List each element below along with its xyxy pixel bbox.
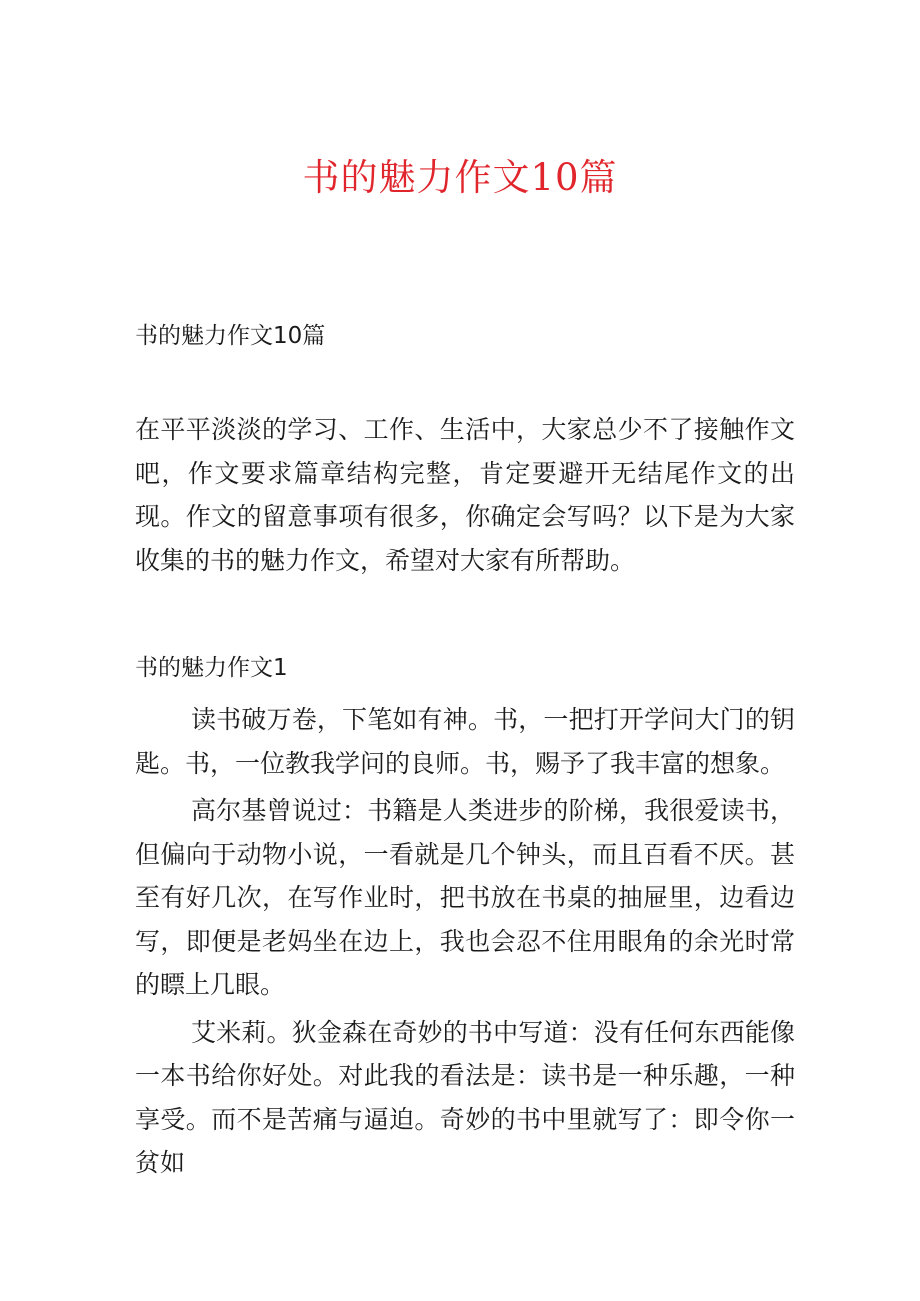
essay-paragraph-2: 高尔基曾说过：书籍是人类进步的阶梯，我很爱读书，但偏向于动物小说，一看就是几个钟头，而且百看不厌。甚至有好几次，在写作业时，把书放在书桌的抽屉里，边看边写，即便是老妈坐在边上，我也会忍不住用眼角的余光时常的瞟上几眼。 xyxy=(135,796,795,999)
essay-body xyxy=(135,698,795,1189)
essay-heading: 书的魅力作文1 xyxy=(135,655,288,681)
document-subtitle: 书的魅力作文10篇 xyxy=(135,323,326,349)
essay-paragraph-3: 艾米莉。狄金森在奇妙的书中写道：没有任何东西能像一本书给你好处。对此我的看法是：读书是一种乐趣，一种享受。而不是苦痛与逼迫。奇妙的书中里就写了：即令你一贫如 xyxy=(135,1017,795,1177)
essay-paragraph-1: 读书破万卷，下笔如有神。书，一把打开学问大门的钥匙。书，一位教我学问的良师。书，赐予了我丰富的想象。 xyxy=(135,705,795,778)
document-title: 书的魅力作文10篇 xyxy=(302,156,618,199)
intro-paragraph: 在平平淡淡的学习、工作、生活中，大家总少不了接触作文吧，作文要求篇章结构完整，肯定要避开无结尾作文的出现。作文的留意事项有很多，你确定会写吗？以下是为大家收集的书的魅力作文，希望对大家有所帮助。 xyxy=(135,415,795,575)
